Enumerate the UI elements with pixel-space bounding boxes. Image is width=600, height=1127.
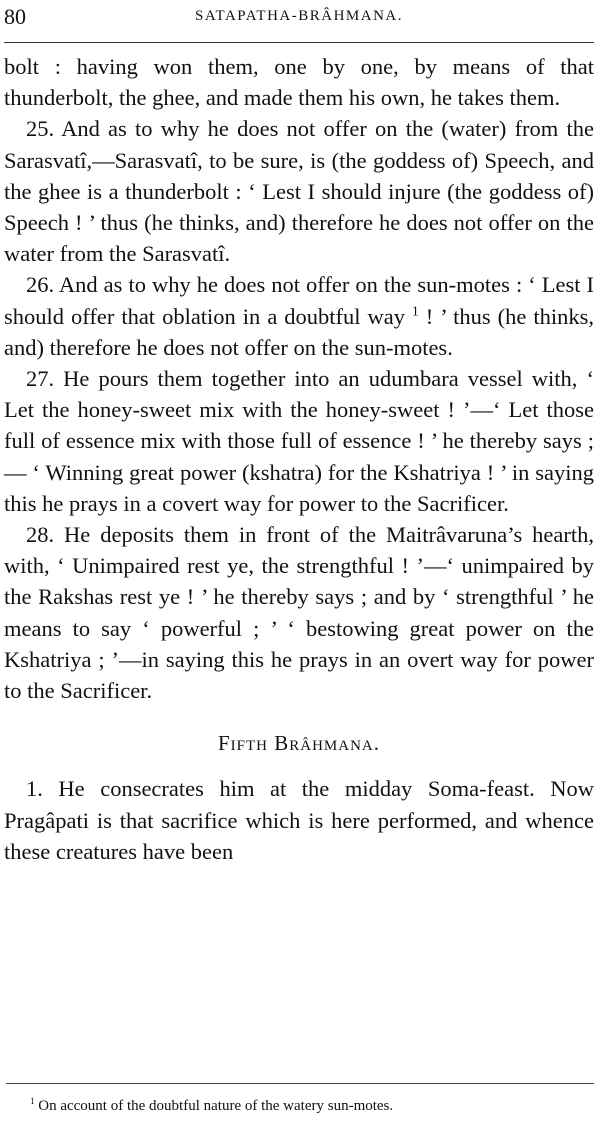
paragraph-26 <box>4 269 594 363</box>
page-number: 80 <box>4 4 26 29</box>
paragraph-1: 1. He consecrates him at the midday Soma-feast. Now Pragâpati is that sacrifice which is here performed, and whence these creatures have been <box>4 776 594 864</box>
footnote-marker: 1 <box>30 1096 35 1106</box>
footnote-rule <box>6 1083 594 1084</box>
footnote-reference: 1 <box>412 303 419 319</box>
paragraph-25: 25. And as to why he does not offer on the (water) from the Sarasvatî,—Sarasvatî, to be sure, is (the goddess of) Speech, and the ghee is a thunderbolt : ‘ Lest I should injure (the goddess of) Speech ! ’ thus (he thinks, and) therefore he does not offer on the water from the Sarasvatî. <box>4 116 594 267</box>
section-heading: Fifth Brâhmana. <box>217 731 381 756</box>
footnote <box>30 1096 594 1116</box>
footnote-text: On account of the doubtful nature of the watery sun-motes. <box>38 1098 394 1114</box>
paragraph-26-head: 26. And as to why he does not offer on the sun-motes : ‘ Lest I should offer that oblation in a doubtful way <box>4 272 594 329</box>
paragraph-28: 28. He deposits them in front of the Maitrâvaruna’s hearth, with, ‘ Unimpaired rest ye, the strengthful ! ’—‘ unimpaired by the Rakshas rest ye ! ’ he thereby says ; and by ‘ strengthful ’ he means to say ‘ powerful ; ’ ‘ bestowing great power on the Kshatriya ; ’—in saying this he prays in an overt way for power to the Sacrificer. <box>4 522 594 704</box>
page-header <box>4 4 594 34</box>
body-text <box>4 51 594 867</box>
paragraph-27: 27. He pours them together into an udumbara vessel with, ‘ Let the honey-sweet mix with the honey-sweet ! ’—‘ Let those full of essence mix with those full of essence ! ’ he thereby says ;— ‘ Winning great power (kshatra) for the Kshatriya ! ’ in saying this he prays in a covert way for power to the Sacrificer. <box>4 366 594 516</box>
running-title: SATAPATHA-BRÂHMANA. <box>194 8 404 24</box>
paragraph-26-tail: ! ’ thus (he thinks, and) therefore he does not offer on the sun-motes. <box>4 303 595 360</box>
header-rule <box>4 42 594 43</box>
paragraph-continuation: bolt : having won them, one by one, by means of that thunderbolt, the ghee, and made them his own, he takes them. <box>4 54 594 111</box>
